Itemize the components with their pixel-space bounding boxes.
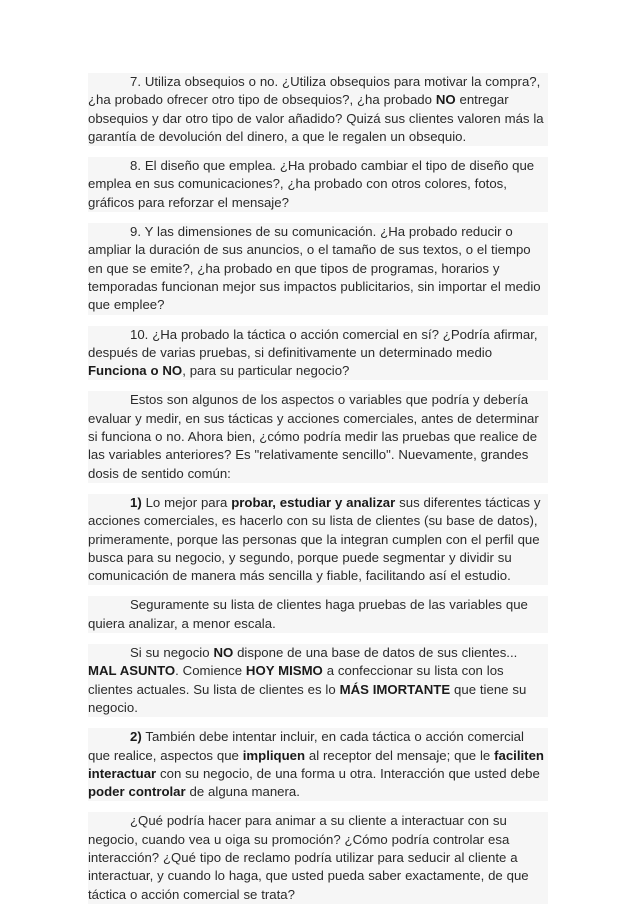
bold-run: impliquen xyxy=(242,747,306,763)
bold-run: NO xyxy=(213,645,234,661)
bold-run: HOY MISMO xyxy=(245,663,323,679)
paragraph-base-datos xyxy=(88,644,548,717)
text-run: , para su particular negocio? xyxy=(182,363,350,379)
paragraph-obsequios xyxy=(88,73,548,146)
text-run: También debe intentar incluir, en cada táctica o acción comercial que realice, aspectos que xyxy=(88,729,524,763)
text-run: al receptor del mensaje; que le xyxy=(305,747,495,763)
text-run: 9. Y las dimensiones de su comunicación. ¿Ha probado reducir o ampliar la duración de sus anuncios, o el tamaño de sus textos, o el tiempo en que se emite?, ¿ha probado en que tipos de programas, horarios y temporadas funcionan mejor sus impactos publicitarios, sin importar el medio que emplee? xyxy=(88,224,541,313)
text-run: ¿Qué podría hacer para animar a su cliente a interactuar con su negocio, cuando vea u oiga su promoción? ¿Cómo podría controlar esa interacción? ¿Qué tipo de reclamo podría utilizar para seducir al cliente a interactuar, y cuando lo haga, que usted pueda saber exactamente, de que táctica o acción comercial se trata? xyxy=(88,813,529,902)
text-run: Lo mejor para xyxy=(141,494,232,510)
paragraph-punto-2 xyxy=(88,728,548,801)
paragraph-interaccion xyxy=(88,812,548,903)
document-page xyxy=(88,73,548,915)
text-run: sus diferentes tácticas y acciones comerciales, es hacerlo con su lista de clientes (su base de datos), primeramente, porque las personas que la integran cumplen con el perfil que busca para su negocio, y segundo, porque puede segmentar y dividir su comunicación de manera más sencilla y fiable, facilitando así el estudio. xyxy=(88,494,541,584)
text-run: a confeccionar su lista con los clientes actuales. Su lista de clientes es lo xyxy=(88,663,504,697)
bold-run: 2) xyxy=(130,729,142,745)
text-run: que tiene su negocio. xyxy=(88,681,527,715)
text-run: 10. ¿Ha probado la táctica o acción comercial en sí? ¿Podría afirmar, después de varias pruebas, si definitivamente un determinado medio xyxy=(88,326,538,360)
text-run: 8. El diseño que emplea. ¿Ha probado cambiar el tipo de diseño que emplea en sus comunicaciones?, ¿ha probado con otros colores, fotos, gráficos para reforzar el mensaje? xyxy=(88,158,535,210)
text-run: Seguramente su lista de clientes haga pruebas de las variables que quiera analizar, a menor escala. xyxy=(88,597,528,631)
text-run: dispone de una base de datos de sus clientes... xyxy=(233,645,518,661)
bold-run: Funciona o NO xyxy=(88,363,183,379)
text-run: entregar obsequios y dar otro tipo de valor añadido? Quizá sus clientes valoren más la garantía de devolución del dinero, a que le regalen un obsequio. xyxy=(88,92,544,144)
paragraph-dimensiones xyxy=(88,223,548,314)
text-run: con su negocio, de una forma u otra. Interacción que usted debe xyxy=(156,765,540,781)
bold-run: MÁS IMORTANTE xyxy=(339,681,451,697)
text-run: . Comience xyxy=(175,663,246,679)
paragraph-aspectos xyxy=(88,391,548,482)
bold-run: MAL ASUNTO xyxy=(88,663,176,679)
paragraph-punto-1 xyxy=(88,494,548,585)
text-run: Si su negocio xyxy=(130,645,214,661)
bold-run: probar, estudiar y analizar xyxy=(231,494,396,510)
bold-run: NO xyxy=(435,92,456,108)
text-run: Estos son algunos de los aspectos o variables que podría y debería evaluar y medir, en sus tácticas y acciones comerciales, antes de determinar si funciona o no. Ahora bien, ¿cómo podría medir las pruebas que realice de las variables anteriores? Es "relativamente sencillo". Nuevamente, grandes dosis de sentido común: xyxy=(88,392,539,481)
paragraph-tactica xyxy=(88,326,548,381)
paragraph-diseno xyxy=(88,157,548,212)
bold-run: poder controlar xyxy=(88,784,186,800)
bold-run: faciliten interactuar xyxy=(88,747,544,781)
text-run: de alguna manera. xyxy=(185,784,300,800)
paragraph-seguramente xyxy=(88,596,548,633)
text-run: 7. Utiliza obsequios o no. ¿Utiliza obsequios para motivar la compra?, ¿ha probado ofrecer otro tipo de obsequios?, ¿ha probado xyxy=(88,74,541,108)
bold-run: 1) xyxy=(130,494,142,510)
